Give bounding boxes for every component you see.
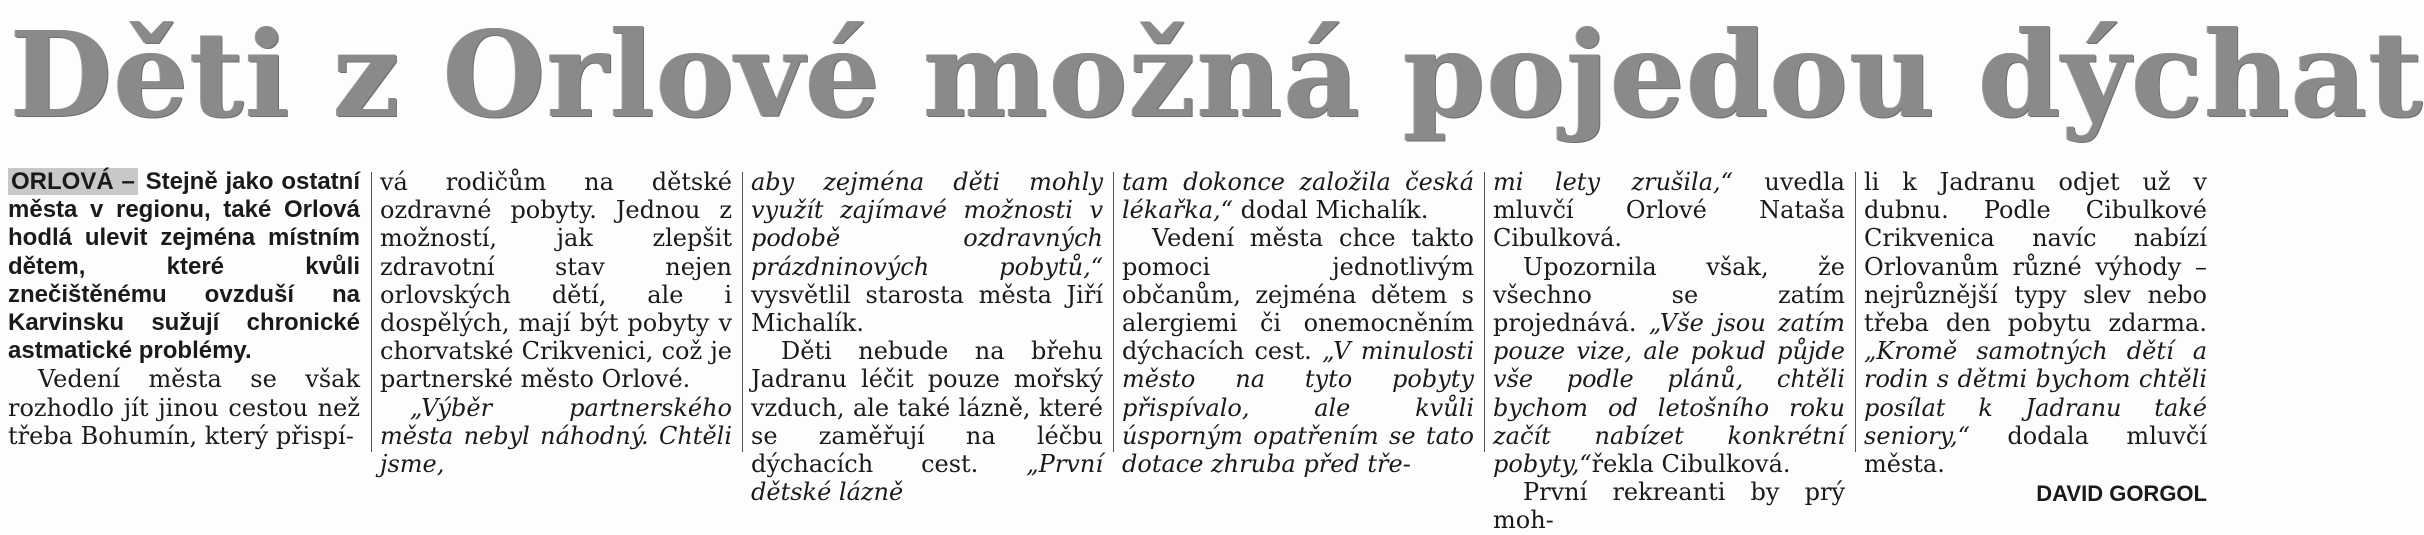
paragraph-text: řekla Cibulková. <box>1591 450 1791 479</box>
column-divider <box>1113 172 1114 452</box>
quote: mi lety zrušila,“ <box>1493 168 1733 196</box>
column-4 <box>1122 168 1474 479</box>
author-byline: DAVID GORGOL <box>2036 481 2207 507</box>
column-divider <box>742 172 743 452</box>
quote: „V minulosti město na tyto pobyty přispívalo, ale kvůli úsporným opatřením se tato dotace zhruba před tře- <box>1122 337 1474 479</box>
column-1 <box>8 168 360 453</box>
column-divider <box>371 172 372 452</box>
paragraph-text: vysvětlil starosta města Jiří Michalík. <box>751 280 1103 338</box>
column-divider <box>1484 172 1485 452</box>
quote: „První dětské lázně <box>751 450 1103 507</box>
paragraph: Vedení města se však rozhodlo jít jinou cestou než třeba Bohumín, který přispí- <box>8 365 360 450</box>
paragraph: První rekreanti by prý moh- <box>1493 478 1845 535</box>
headline: Děti z Orlové možná pojedou dýchat <box>10 5 2424 144</box>
quote: tam dokonce založila česká lékařka,“ <box>1122 168 1474 225</box>
paragraph-text: uvedla mluvčí Orlové Nataša Cibulková. <box>1493 168 1845 253</box>
article-lead <box>8 168 360 365</box>
paragraph-text: li k Jadranu odjet už v dubnu. Podle Cibulkové Crikvenica navíc nabízí Orlovanům různé výhody – nejrůznější typy slev nebo třeba den pobytu zdarma. <box>1864 168 2207 338</box>
column-3 <box>751 168 1103 507</box>
paragraph-text: dodal Michalík. <box>1232 196 1429 225</box>
paragraph-text: Děti nebude na břehu Jadranu léčit pouze mořský vzduch, ale také lázně, které se zaměřují na léčbu dýchacích cest. <box>751 337 1103 479</box>
quote: „Výběr partnerského města nebyl náhodný. Chtěli jsme, <box>380 393 732 479</box>
column-6 <box>1864 168 2207 507</box>
column-divider <box>1855 172 1856 452</box>
column-2 <box>380 168 732 479</box>
quote: „Kromě samotných dětí a rodin s dětmi bychom chtěli posílat k Jadranu také seniory,“ <box>1864 337 2207 450</box>
paragraph: vá rodičům na dětské ozdravné pobyty. Jednou z možností, jak zlepšit zdravotní stav nejen orlovských dětí, ale i dospělých, mají být pobyty v chorvatské Crikvenici, což je partnerské město Orlové. <box>380 168 732 394</box>
quote: aby zejména děti mohly využít zajímavé možnosti v podobě ozdravných prázdninových pobytů,“ <box>751 168 1103 281</box>
dateline: ORLOVÁ – <box>8 168 138 195</box>
lead-text: Stejně jako ostatní města v regionu, také Orlová hodlá ulevit zejména místním dětem, které kvůli znečištěnému ovzduší na Karvinsku sužují chronické astmatické problémy. <box>8 168 360 365</box>
quote: „Vše jsou zatím pouze vize, ale pokud půjde vše podle plánů, chtěli bychom od letošního roku začít nabízet konkrétní pobyty,“ <box>1493 309 1845 479</box>
paragraph-text: dodala mluvčí města. <box>1864 421 2207 479</box>
paragraph-text: Vedení města chce takto pomoci jednotlivým občanům, zejména dětem s alergiemi či onemocněním dýchacích cest. <box>1122 224 1474 366</box>
column-5 <box>1493 168 1845 535</box>
paragraph-text: Upozornila však, že všechno se zatím projednává. <box>1493 252 1845 338</box>
